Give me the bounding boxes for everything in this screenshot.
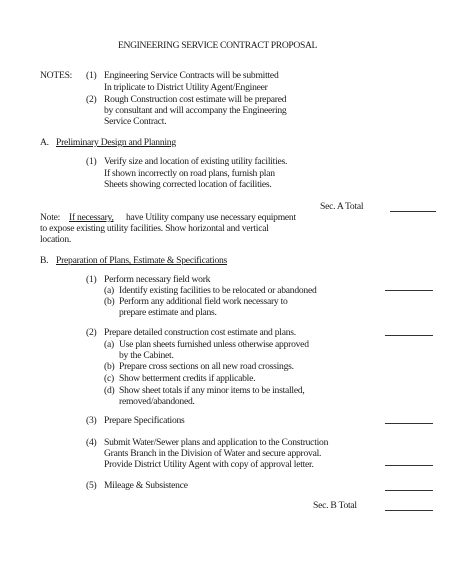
section-a-item-1-number: (1) [86, 156, 97, 167]
section-b-item-2c-letter: (c) [104, 373, 114, 384]
note-1-line-2: In triplicate to District Utility Agent/Engineer [104, 82, 268, 93]
section-b-item-2: Prepare detailed construction cost estimate and plans. [104, 327, 296, 338]
section-a-item-1-line-1: Verify size and location of existing utility facilities. [104, 156, 288, 167]
note-label: Note: [40, 212, 61, 223]
section-b-letter: B. [40, 255, 49, 266]
section-b-item-1b-line-1: Perform any additional field work necessary to [119, 296, 288, 307]
section-b-item-2-blank[interactable] [385, 335, 433, 336]
section-b-item-1a-letter: (a) [104, 285, 114, 296]
section-b-total-label: Sec. B Total [313, 500, 357, 511]
section-b-item-1a: Identify existing facilities to be relocated or abandoned [119, 285, 317, 296]
section-b-item-1: Perform necessary field work [104, 274, 211, 285]
section-b-item-5: Mileage & Subsistence [104, 480, 188, 491]
section-a-heading: Preliminary Design and Planning [56, 137, 176, 148]
section-b-item-2-number: (2) [86, 327, 97, 338]
section-b-item-2d-line-1: Show sheet totals if any minor items to be installed, [119, 385, 305, 396]
note-2-line-3: Service Contract. [104, 116, 167, 127]
note-line-1: have Utility company use necessary equipment [126, 212, 296, 223]
note-1-line-1: Engineering Service Contracts will be submitted [104, 70, 279, 81]
notes-label: NOTES: [40, 70, 73, 81]
section-b-item-5-number: (5) [86, 480, 97, 491]
section-b-total-blank[interactable] [385, 510, 433, 511]
section-b-item-1-blank[interactable] [385, 290, 433, 291]
note-line-3: location. [40, 234, 72, 245]
document-title: ENGINEERING SERVICE CONTRACT PROPOSAL [118, 40, 318, 51]
section-a-item-1-line-2: If shown incorrectly on road plans, furnish plan [104, 168, 275, 179]
section-b-item-5-blank[interactable] [385, 490, 433, 491]
section-b-heading: Preparation of Plans, Estimate & Specifications [56, 255, 228, 266]
section-b-item-2b-letter: (b) [104, 361, 115, 372]
note-1-number: (1) [86, 70, 97, 81]
note-underlined-text: If necessary, [69, 212, 114, 223]
section-b-item-4-number: (4) [86, 437, 97, 448]
section-b-item-2c: Show betterment credits if applicable. [119, 373, 256, 384]
section-b-item-3-number: (3) [86, 415, 97, 426]
section-b-item-2a-line-2: by the Cabinet. [119, 350, 174, 361]
section-b-item-4-line-1: Submit Water/Sewer plans and application to the Construction [104, 437, 329, 448]
section-b-item-2a-letter: (a) [104, 339, 114, 350]
section-b-item-1b-letter: (b) [104, 296, 115, 307]
section-b-item-2d-letter: (d) [104, 385, 115, 396]
section-b-item-1-number: (1) [86, 274, 97, 285]
section-a-letter: A. [40, 137, 49, 148]
section-b-item-3: Prepare Specifications [104, 415, 185, 426]
note-line-2: to expose existing utility facilities. Show horizontal and vertical [40, 223, 269, 234]
section-a-total-blank[interactable] [390, 211, 436, 212]
section-b-item-2b: Prepare cross sections on all new road crossings. [119, 361, 294, 372]
note-2-number: (2) [86, 94, 97, 105]
section-a-total-label: Sec. A Total [320, 201, 364, 212]
section-b-item-1b-line-2: prepare estimate and plans. [119, 307, 217, 318]
section-a-item-1-line-3: Sheets showing corrected location of facilities. [104, 179, 272, 190]
note-2-line-2: by consultant and will accompany the Engineering [104, 105, 287, 116]
section-b-item-3-blank[interactable] [385, 423, 433, 424]
note-2-line-1: Rough Construction cost estimate will be prepared [104, 94, 287, 105]
section-b-item-4-line-3: Provide District Utility Agent with copy of approval letter. [104, 459, 314, 470]
section-b-item-2d-line-2: removed/abandoned. [119, 396, 195, 407]
section-b-item-2a-line-1: Use plan sheets furnished unless otherwise approved [119, 339, 309, 350]
section-b-item-4-line-2: Grants Branch in the Division of Water and secure approval. [104, 448, 322, 459]
section-b-item-4-blank[interactable] [385, 465, 433, 466]
